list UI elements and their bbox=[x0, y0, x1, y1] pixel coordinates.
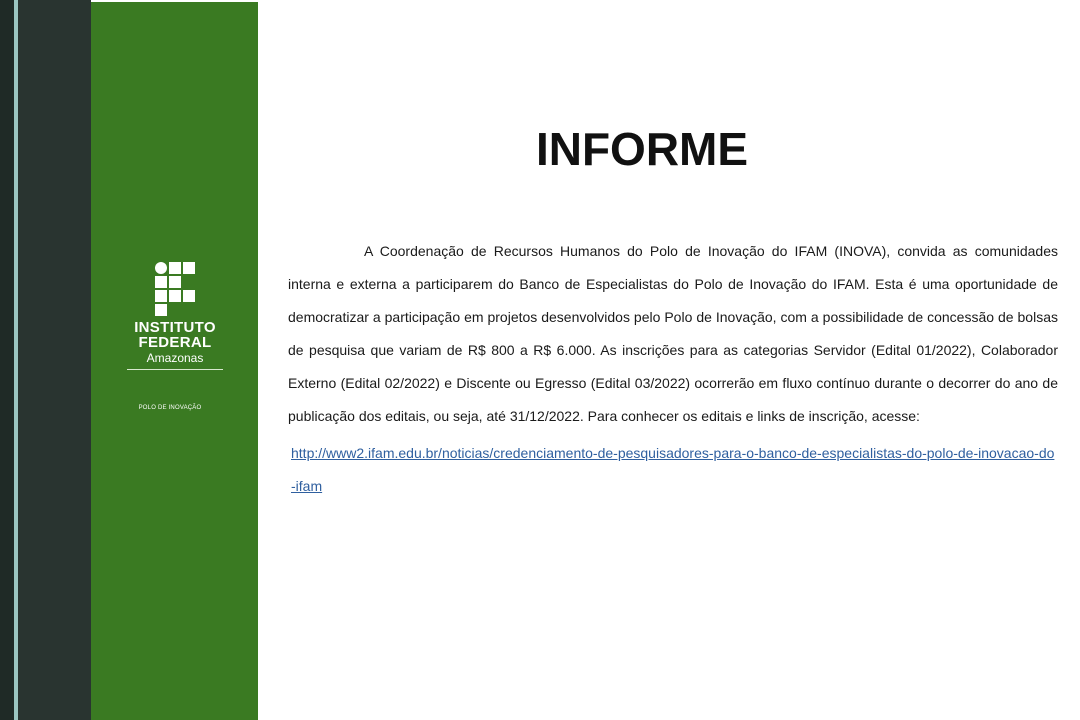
body-paragraph: A Coordenação de Recursos Humanos do Polo de Inovação do IFAM (INOVA), convida as comunidades interna e externa a participarem do Banco de Especialistas do Polo de Inovação do IFAM. Esta é uma oportunidade de democratizar a participação em projetos desenvolvidos pelo Polo de Inovação, com a possibilidade de concessão de bolsas de pesquisa que variam de R$ 800 a R$ 6.000. As inscrições para as categorias Servidor (Edital 01/2022), Colaborador Externo (Edital 02/2022) e Discente ou Egresso (Edital 03/2022) ocorrerão em fluxo contínuo durante o decorrer do ano de publicação dos editais, ou seja, até 31/12/2022. Para conhecer os editais e links de inscrição, acesse: bbox=[288, 243, 1058, 424]
logo-square bbox=[155, 276, 167, 288]
left-dark-stripe bbox=[0, 0, 14, 720]
logo-text-federal: FEDERAL bbox=[138, 334, 212, 351]
ifam-logo-icon bbox=[153, 262, 197, 316]
logo-gap bbox=[183, 304, 195, 316]
logo-square bbox=[169, 276, 181, 288]
edital-link[interactable]: http://www2.ifam.edu.br/noticias/credenciamento-de-pesquisadores-para-o-banco-de-especialistas-do-polo-de-inovacao-do-ifam bbox=[291, 445, 1055, 494]
logo-text-amazonas: Amazonas bbox=[146, 351, 204, 365]
ifam-logo bbox=[120, 262, 230, 370]
dark-band bbox=[18, 0, 91, 720]
logo-square bbox=[169, 290, 181, 302]
page-title: INFORME bbox=[535, 123, 749, 175]
logo-circle bbox=[155, 262, 167, 274]
logo-square bbox=[183, 290, 195, 302]
logo-square bbox=[155, 290, 167, 302]
logo-text-instituto: INSTITUTO bbox=[134, 319, 216, 336]
logo-square bbox=[169, 262, 181, 274]
logo-square bbox=[155, 304, 167, 316]
logo-gap bbox=[169, 304, 181, 316]
logo-gap bbox=[183, 276, 195, 288]
polo-subtitle: POLO DE INOVAÇÃO bbox=[138, 405, 202, 411]
logo-divider bbox=[127, 369, 223, 370]
logo-square bbox=[183, 262, 195, 274]
